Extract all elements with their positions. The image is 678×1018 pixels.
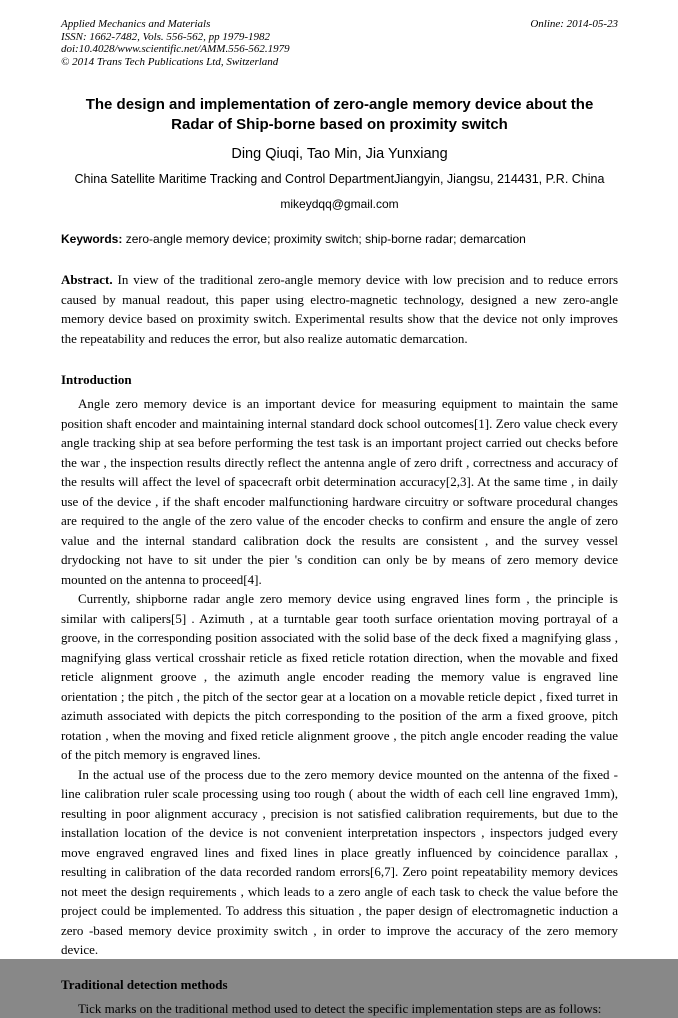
authors: Ding Qiuqi, Tao Min, Jia Yunxiang [61, 146, 618, 163]
section-heading-introduction: Introduction [61, 372, 618, 388]
publication-header [61, 18, 618, 68]
abstract [61, 270, 618, 348]
abstract-label: Abstract. [61, 272, 113, 287]
doi-line: doi:10.4028/www.scientific.net/AMM.556-562.1979 [61, 43, 290, 56]
affiliation: China Satellite Maritime Tracking and Control DepartmentJiangyin, Jiangsu, 214431, P.R. China [61, 172, 618, 187]
journal-name: Applied Mechanics and Materials [61, 18, 290, 31]
introduction-paragraph-1: Angle zero memory device is an important device for measuring equipment to maintain the same position shaft encoder and maintaining internal standard dock school outcomes[1]. Zero value check every angle tracking ship at sea before performing the test task is an important project carried out checks before the war , the inspection results directly reflect the antenna angle of zero drift , correctness and accuracy of the results will affect the level of spacecraft orbit determination accuracy[2,3]. At the same time , in daily use of the device , if the shaft encoder malfunctioning hardware circuitry or software procedural changes are required to the angle of the zero value of the encoder checks to confirm and ensure the angle of zero value and the internal standard calibration dock the results are consistent , and the survey vessel drydocking not have to sit under the pier 's condition can only be by means of zero memory device mounted on the antenna to proceed[4]. [61, 394, 618, 589]
email: mikeydqq@gmail.com [61, 197, 618, 211]
introduction-paragraph-3: In the actual use of the process due to the zero memory device mounted on the antenna of the fixed -line calibration ruler scale processing using too rough ( about the width of each cell line engraved 1mm), resulting in poor alignment accuracy , precision is not satisfied calibration requirements, but due to the installation location of the device is not convenient interpretation inspectors , inspectors judged every move engraved engraved lines and fixed lines in place greatly influenced by coincidence parallax , resulting in calibration of the data recorded random errors[6,7]. Zero point repeatability memory devices not meet the design requirements , which leads to a zero angle of each task to check the value before the project could be implemented. To address this situation , the paper design of electromagnetic induction a zero -based memory device proximity switch , in order to improve the accuracy of the zero memory device. [61, 765, 618, 960]
section-heading-traditional-methods: Traditional detection methods [61, 977, 618, 993]
publication-info [61, 18, 290, 68]
issn-line: ISSN: 1662-7482, Vols. 556-562, pp 1979-1982 [61, 31, 290, 44]
abstract-text: In view of the traditional zero-angle memory device with low precision and to reduce errors caused by manual readout, this paper using electro-magnetic technology, designed a new zero-angle memory device based on proximity switch. Experimental results show that the device not only improves the repeatability and reduces the error, but also realize automatic demarcation. [61, 272, 618, 346]
keywords-label: Keywords: [61, 232, 122, 246]
paper-title: The design and implementation of zero-angle memory device about the Radar of Ship-borne based on proximity switch [61, 95, 618, 135]
traditional-methods-paragraph-1: Tick marks on the traditional method used to detect the specific implementation steps are as follows: [61, 999, 618, 1018]
online-date: Online: 2014-05-23 [530, 18, 618, 31]
introduction-paragraph-2: Currently, shipborne radar angle zero memory device using engraved lines form , the principle is similar with calipers[5] . Azimuth , at a turntable gear tooth surface orientation moving portrayal of a groove, in the corresponding position associated with the solid base of the deck fixed a magnifying glass , magnifying glass vertical crosshair reticle as fixed reticle rotation direction, when the movable and fixed reticle alignment groove , the azimuth angle encoder reading the memory value is engraved line orientation ; the pitch , the pitch of the sector gear at a location on a movable reticle depict , fixed turret in azimuth associated with depicts the pitch corresponding to the position of the arm a fixed groove, pitch rotation , when the moving and fixed reticle alignment groove , the pitch angle encoder reading the value of the pitch memory is engraved lines. [61, 589, 618, 765]
keywords-line [61, 232, 618, 247]
keywords-text: zero-angle memory device; proximity switch; ship-borne radar; demarcation [122, 232, 526, 246]
copyright-line: © 2014 Trans Tech Publications Ltd, Switzerland [61, 56, 290, 69]
